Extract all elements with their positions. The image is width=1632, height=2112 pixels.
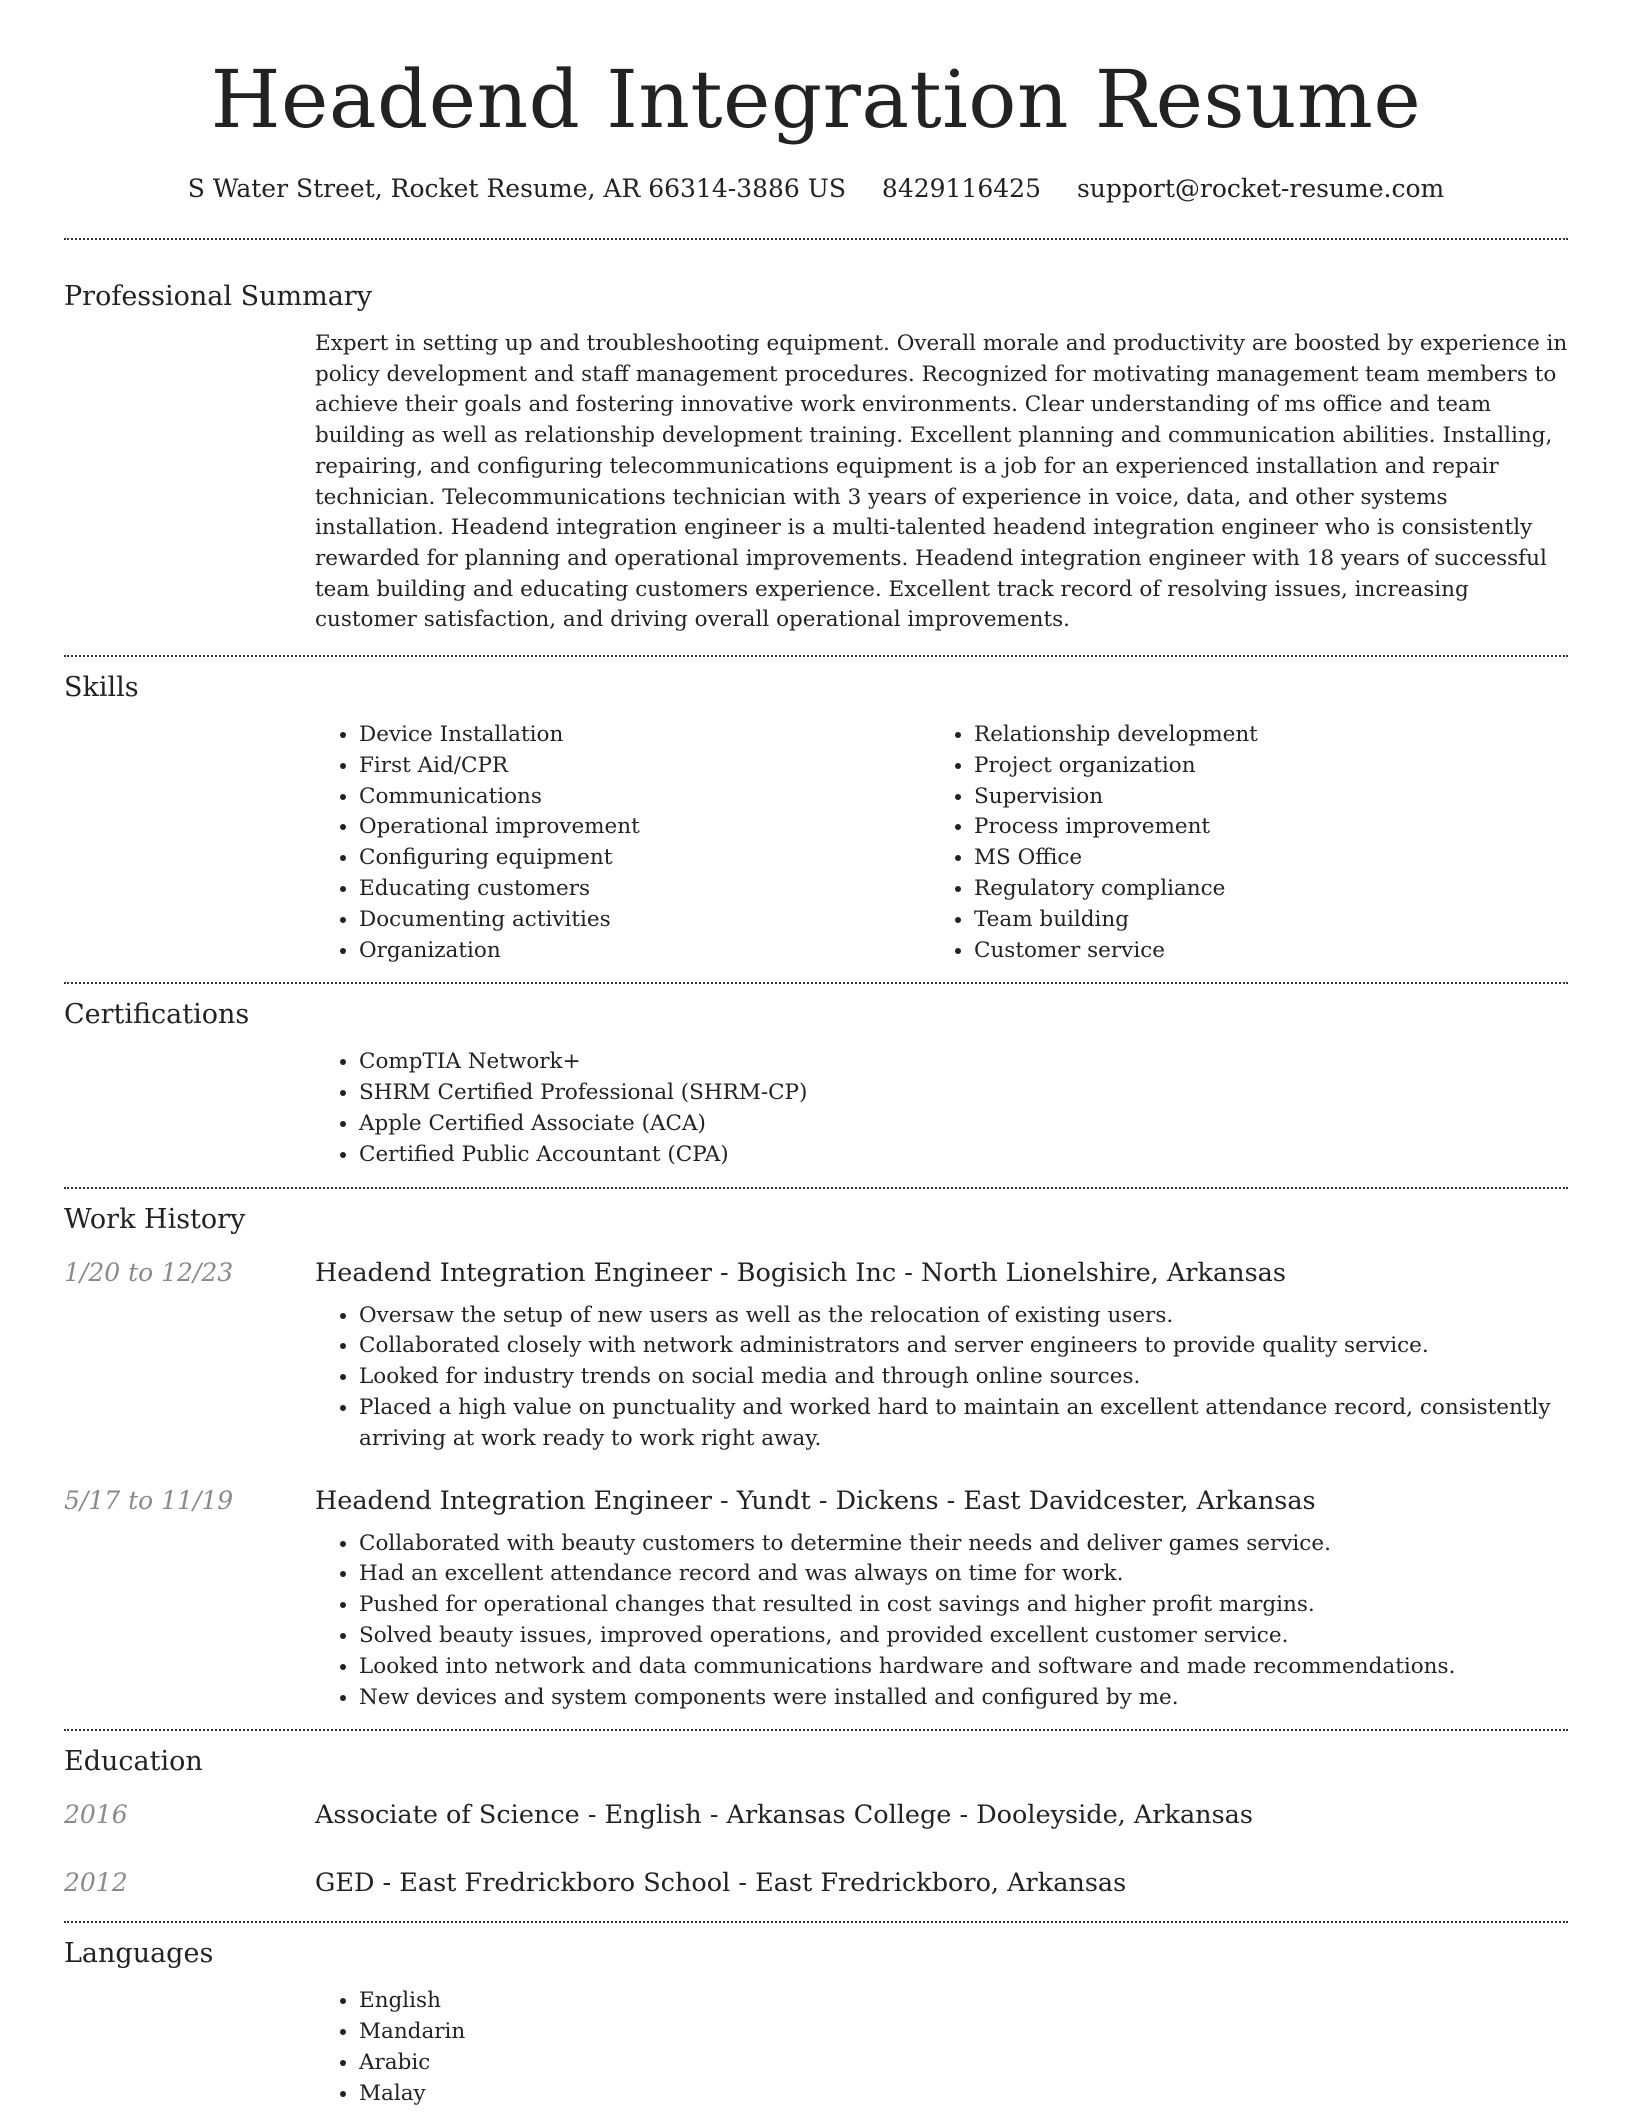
list-item: • Placed a high value on punctuality and worked hard to maintain an excellent attendance record, consistently arriving at work ready to work right away.: [359, 1393, 1568, 1455]
contact-phone: 8429116425: [881, 174, 1041, 203]
list-item: • Solved beauty issues, improved operations, and provided excellent customer service.: [359, 1621, 1568, 1652]
job-dates: 5/17 to 11/19: [64, 1485, 234, 1515]
list-item: • Apple Certified Associate (ACA): [359, 1109, 1568, 1140]
list-item: • First Aid/CPR: [359, 751, 930, 782]
list-item: • Educating customers: [359, 874, 930, 905]
education-entry: [64, 1797, 1568, 1833]
list-item: • Device Installation: [359, 720, 930, 751]
list-item: • Mandarin: [359, 2017, 1568, 2048]
list-item: • Collaborated closely with network administrators and server engineers to provide quality service.: [359, 1331, 1568, 1362]
education-degree: Associate of Science - English - Arkansas College - Dooleyside, Arkansas: [315, 1800, 1253, 1831]
job-bullets: [315, 1301, 1568, 1455]
education-year: 2012: [64, 1868, 128, 1898]
list-item: • Certified Public Accountant (CPA): [359, 1140, 1568, 1171]
contact-line: [64, 170, 1568, 208]
list-item: • Had an excellent attendance record and was always on time for work.: [359, 1559, 1568, 1590]
contact-address: S Water Street, Rocket Resume, AR 66314-3886 US: [187, 174, 846, 203]
work-heading: Work History: [64, 1203, 246, 1235]
list-item: • Regulatory compliance: [974, 874, 1545, 905]
contact-email: support@rocket-resume.com: [1076, 174, 1445, 203]
list-item: • Project organization: [974, 751, 1545, 782]
list-item: • CompTIA Network+: [359, 1047, 1568, 1078]
job-dates: 1/20 to 12/23: [64, 1257, 234, 1287]
resume-page: [64, 0, 1568, 2110]
list-item: • Organization: [359, 936, 930, 967]
skills-list-left: [315, 720, 930, 966]
education-degree: GED - East Fredrickboro School - East Fredrickboro, Arkansas: [315, 1868, 1127, 1899]
job-entry: [64, 1483, 1568, 1519]
resume-title: Headend Integration Resume: [210, 53, 1422, 146]
list-item: • Malay: [359, 2079, 1568, 2110]
skills-columns: [315, 720, 1568, 966]
list-item: • Supervision: [974, 782, 1545, 813]
list-item: • SHRM Certified Professional (SHRM-CP): [359, 1078, 1568, 1109]
list-item: • Arabic: [359, 2048, 1568, 2079]
list-item: • Operational improvement: [359, 812, 930, 843]
list-item: • Looked for industry trends on social media and through online sources.: [359, 1362, 1568, 1393]
list-item: • Documenting activities: [359, 905, 930, 936]
list-item: • MS Office: [974, 843, 1545, 874]
list-item: • Process improvement: [974, 812, 1545, 843]
list-item: • English: [359, 1986, 1568, 2017]
certifications-heading: Certifications: [64, 999, 250, 1031]
list-item: • Looked into network and data communications hardware and software and made recommendations.: [359, 1652, 1568, 1683]
summary-text: Expert in setting up and troubleshooting equipment. Overall morale and productivity are boosted by experience in policy development and staff management procedures. Recognized for motivating management team members to achieve their goals and fostering innovative work environments. Clear understanding of ms office and team building as well as relationship development training. Excellent planning and communication abilities. Installing, repairing, and configuring telecommunications equipment is a job for an experienced installation and repair technician. Telecommunications technician with 3 years of experience in voice, data, and other systems installation. Headend integration engineer is a multi-talented headend integration engineer who is consistently rewarded for planning and operational improvements. Headend integration engineer with 18 years of successful team building and educating customers experience. Excellent track record of resolving issues, increasing customer satisfaction, and driving overall operational improvements.: [315, 331, 1568, 633]
list-item: • Collaborated with beauty customers to determine their needs and deliver games service.: [359, 1529, 1568, 1560]
list-item: • Communications: [359, 782, 930, 813]
education-heading: Education: [64, 1746, 203, 1778]
skills-heading: Skills: [64, 672, 139, 704]
list-item: • Oversaw the setup of new users as well as the relocation of existing users.: [359, 1301, 1568, 1332]
education-entry: [64, 1865, 1568, 1901]
list-item: • New devices and system components were installed and configured by me.: [359, 1683, 1568, 1714]
job-bullets: [315, 1529, 1568, 1714]
list-item: • Team building: [974, 905, 1545, 936]
education-year: 2016: [64, 1800, 128, 1830]
job-entry: [64, 1255, 1568, 1291]
job-title: Headend Integration Engineer - Bogisich Inc - North Lionelshire, Arkansas: [315, 1257, 1286, 1288]
summary-heading: Professional Summary: [64, 281, 372, 312]
list-item: • Pushed for operational changes that resulted in cost savings and higher profit margins.: [359, 1590, 1568, 1621]
languages-list: [315, 1986, 1568, 2109]
list-item: • Customer service: [974, 936, 1545, 967]
languages-heading: Languages: [64, 1938, 214, 1970]
job-title: Headend Integration Engineer - Yundt - Dickens - East Davidcester, Arkansas: [315, 1485, 1316, 1516]
list-item: • Configuring equipment: [359, 843, 930, 874]
certifications-list: [315, 1047, 1568, 1170]
list-item: • Relationship development: [974, 720, 1545, 751]
skills-list-right: [930, 720, 1545, 966]
